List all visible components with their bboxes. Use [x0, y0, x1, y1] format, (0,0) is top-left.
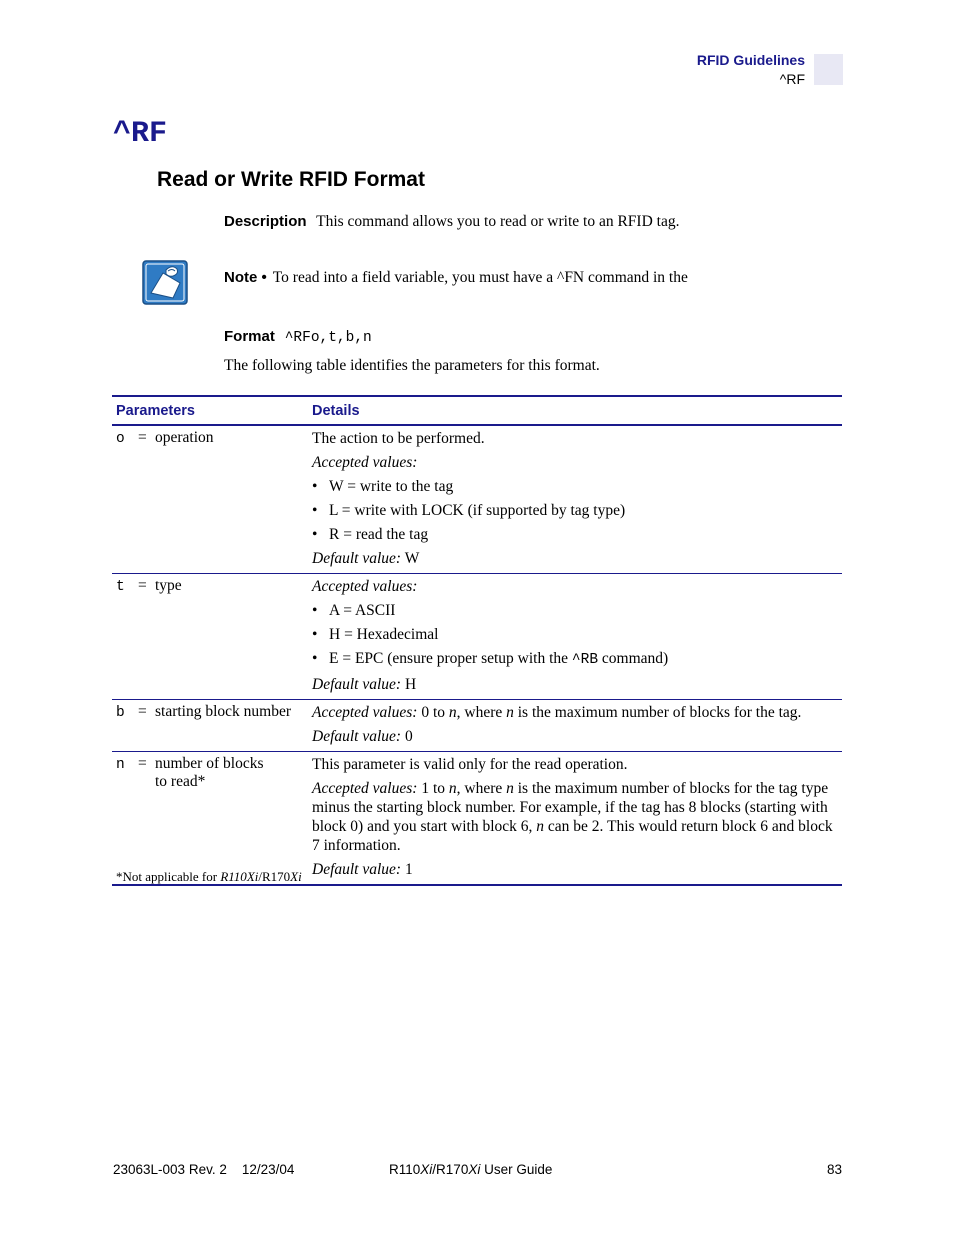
format-code: ^RFo,t,b,n — [284, 330, 372, 346]
details-line: Default value: 1 — [312, 861, 413, 878]
header-parameters: Parameters — [116, 403, 195, 419]
table-footnote: *Not applicable for R110Xi/R170Xi — [116, 869, 302, 884]
details-cell — [312, 703, 842, 746]
parameter-name: number of blocks — [155, 755, 264, 772]
running-header-section: RFID Guidelines — [696, 52, 805, 68]
footer-docnumber: 23063L-003 Rev. 2 12/23/04 — [113, 1162, 295, 1177]
parameter-code: o — [116, 431, 125, 447]
table-body — [112, 426, 842, 879]
details-line: Default value: 0 — [312, 728, 413, 745]
table-row — [112, 574, 842, 694]
description-text: This command allows you to read or write to an RFID tag. — [316, 213, 680, 230]
page-number: 83 — [826, 1162, 842, 1177]
details-line: Accepted values: 1 to n, where n is the maximum number of blocks for the tag type minus the starting block number. For example, if the tag has 8 blocks (starting with block 0) and you start with block 6, n can be 2. This would return block 6 and block 7 information. — [312, 780, 833, 854]
format-label: Format — [224, 328, 275, 345]
parameter-code: b — [116, 705, 125, 721]
list-item: • R = read the tag — [312, 526, 429, 543]
parameter-code: t — [116, 579, 125, 595]
values-list — [312, 601, 842, 670]
list-item: • L = write with LOCK (if supported by tag type) — [312, 502, 626, 519]
parameter-cell: b = starting block number — [116, 703, 292, 721]
page-title: ^RF — [113, 117, 168, 151]
bullet-icon: • — [312, 526, 318, 543]
note-paragraph — [224, 269, 688, 287]
details-line: Accepted values: — [312, 578, 418, 595]
parameter-cell: n = number of blocks to read* — [116, 755, 312, 791]
bullet-icon: • — [312, 602, 318, 619]
parameter-name: starting block number — [155, 703, 292, 720]
table-row — [112, 700, 842, 746]
bullet-icon: • — [312, 650, 318, 667]
details-line: Default value: W — [312, 550, 420, 567]
note-hand-icon — [142, 260, 188, 305]
details-line: Default value: H — [312, 676, 417, 693]
list-item: • A = ASCII — [312, 602, 396, 619]
details-line: Accepted values: 0 to n, where n is the maximum number of blocks for the tag. — [312, 704, 802, 721]
parameter-cell: t = type — [116, 577, 182, 595]
footer-guide-title: R110Xi/R170Xi User Guide — [389, 1162, 553, 1177]
bullet-icon: • — [312, 478, 318, 495]
bullet-icon: • — [312, 626, 318, 643]
details-line: This parameter is valid only for the read operation. — [312, 756, 628, 773]
format-line — [224, 328, 372, 346]
details-line: Accepted values: — [312, 454, 418, 471]
table-row — [112, 752, 842, 879]
values-list — [312, 477, 842, 544]
note-label: Note • — [224, 269, 267, 286]
section-subtitle: Read or Write RFID Format — [157, 168, 425, 191]
description-label: Description — [224, 213, 307, 230]
parameter-cell: o = operation — [116, 429, 214, 447]
details-cell — [312, 577, 842, 694]
header-details: Details — [312, 403, 360, 419]
parameters-table — [112, 395, 842, 886]
list-item: • H = Hexadecimal — [312, 626, 439, 643]
parameter-name-cont: to read* — [155, 773, 206, 790]
parameter-name: type — [155, 577, 182, 594]
running-header-command: ^RF — [779, 71, 805, 87]
details-cell — [312, 755, 842, 879]
list-item: • E = EPC (ensure proper setup with the ^RB command) — [312, 650, 669, 668]
parameter-code: n — [116, 757, 125, 773]
description-paragraph — [224, 213, 679, 231]
note-text: To read into a field variable, you must have a ^FN command in the — [272, 269, 688, 286]
table-header — [112, 397, 842, 424]
table-row — [112, 426, 842, 568]
parameter-name: operation — [155, 429, 214, 446]
list-item: • W = write to the tag — [312, 478, 454, 495]
details-cell — [312, 429, 842, 568]
details-line: The action to be performed. — [312, 430, 485, 447]
bullet-icon: • — [312, 502, 318, 519]
table-intro: The following table identifies the parameters for this format. — [224, 357, 600, 374]
thumb-tab — [814, 54, 843, 85]
